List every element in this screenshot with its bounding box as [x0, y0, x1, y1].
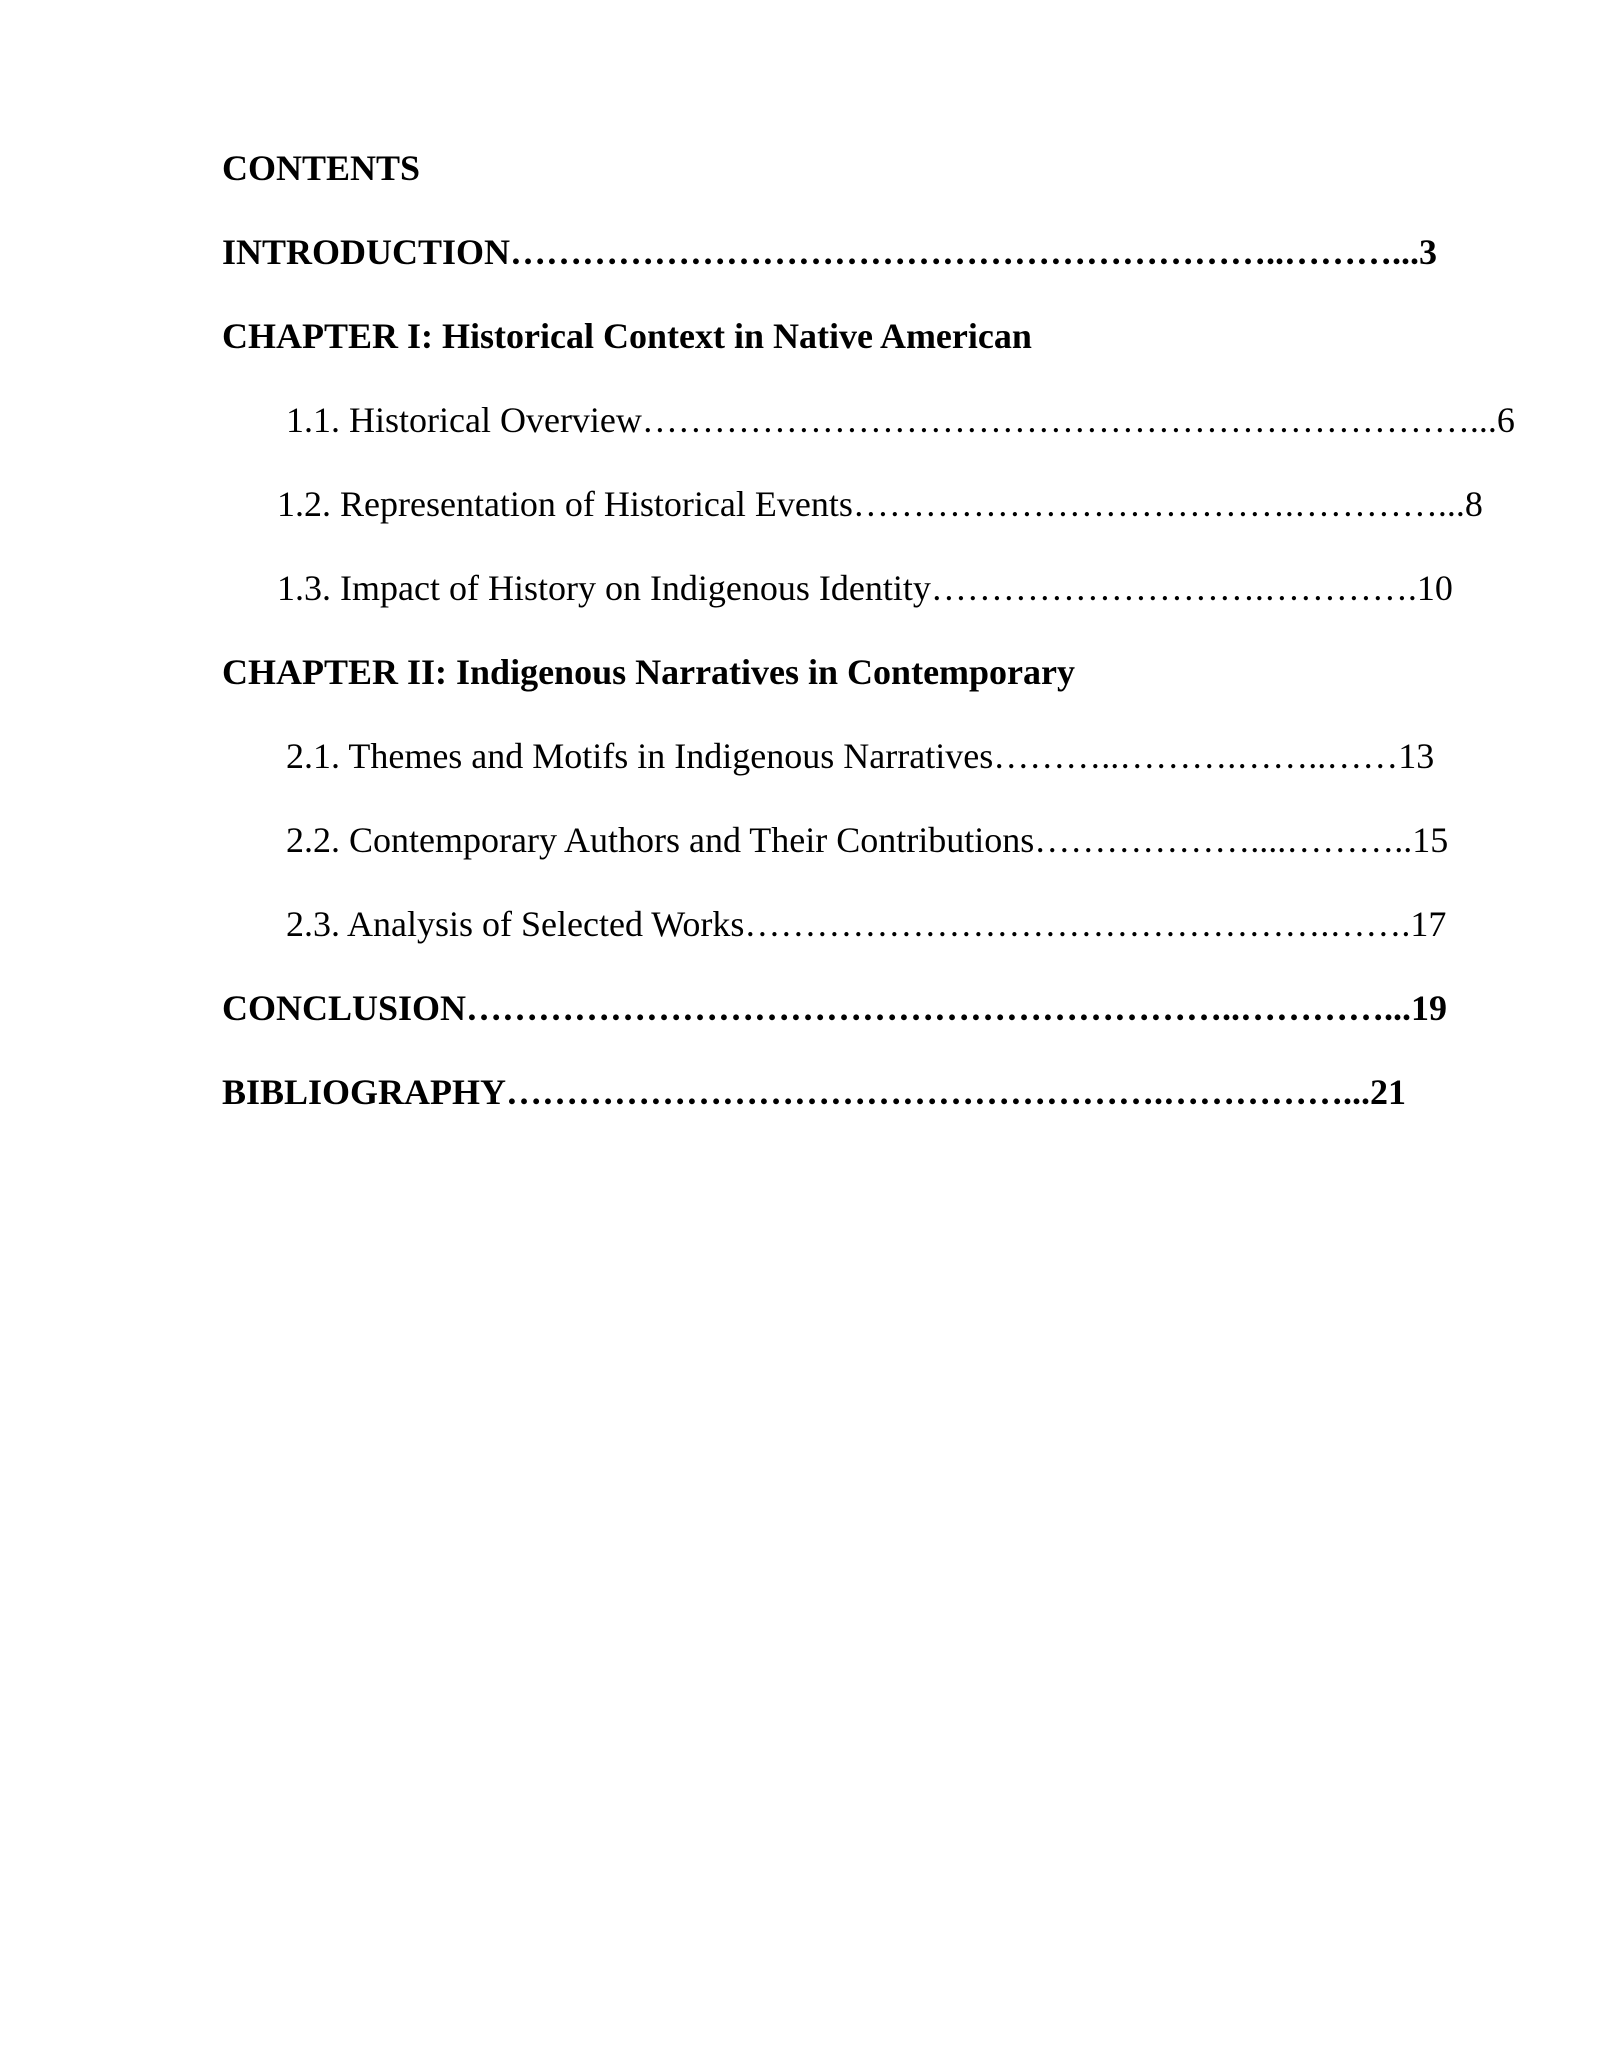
contents-heading: CONTENTS	[222, 148, 421, 188]
toc-chapter-2-title: CHAPTER II: Indigenous Narratives in Contemporary	[222, 652, 1076, 692]
toc-section-1-1: 1.1. Historical Overview……………………………………………………………...6	[286, 400, 1515, 440]
toc-section-1-3: 1.3. Impact of History on Indigenous Identity……………………….………….10	[277, 568, 1453, 608]
toc-section-2-2: 2.2. Contemporary Authors and Their Contributions………………....………..15	[286, 820, 1449, 860]
toc-chapter-1-title: CHAPTER I: Historical Context in Native American	[222, 316, 1032, 356]
toc-section-2-1: 2.1. Themes and Motifs in Indigenous Narratives………..……….……..……13	[286, 736, 1435, 776]
toc-entry-conclusion: CONCLUSION………………………………………………………..…………...19	[222, 988, 1448, 1028]
toc-section-2-3: 2.3. Analysis of Selected Works………………………………………….…….17	[286, 904, 1447, 944]
toc-entry-bibliography: BIBLIOGRAPHY……………………………………………….……………...21	[222, 1072, 1407, 1112]
toc-section-1-2: 1.2. Representation of Historical Events……………………………….…………...8	[277, 484, 1483, 524]
toc-entry-introduction: INTRODUCTION………………………………………………………..………...3	[222, 232, 1438, 272]
